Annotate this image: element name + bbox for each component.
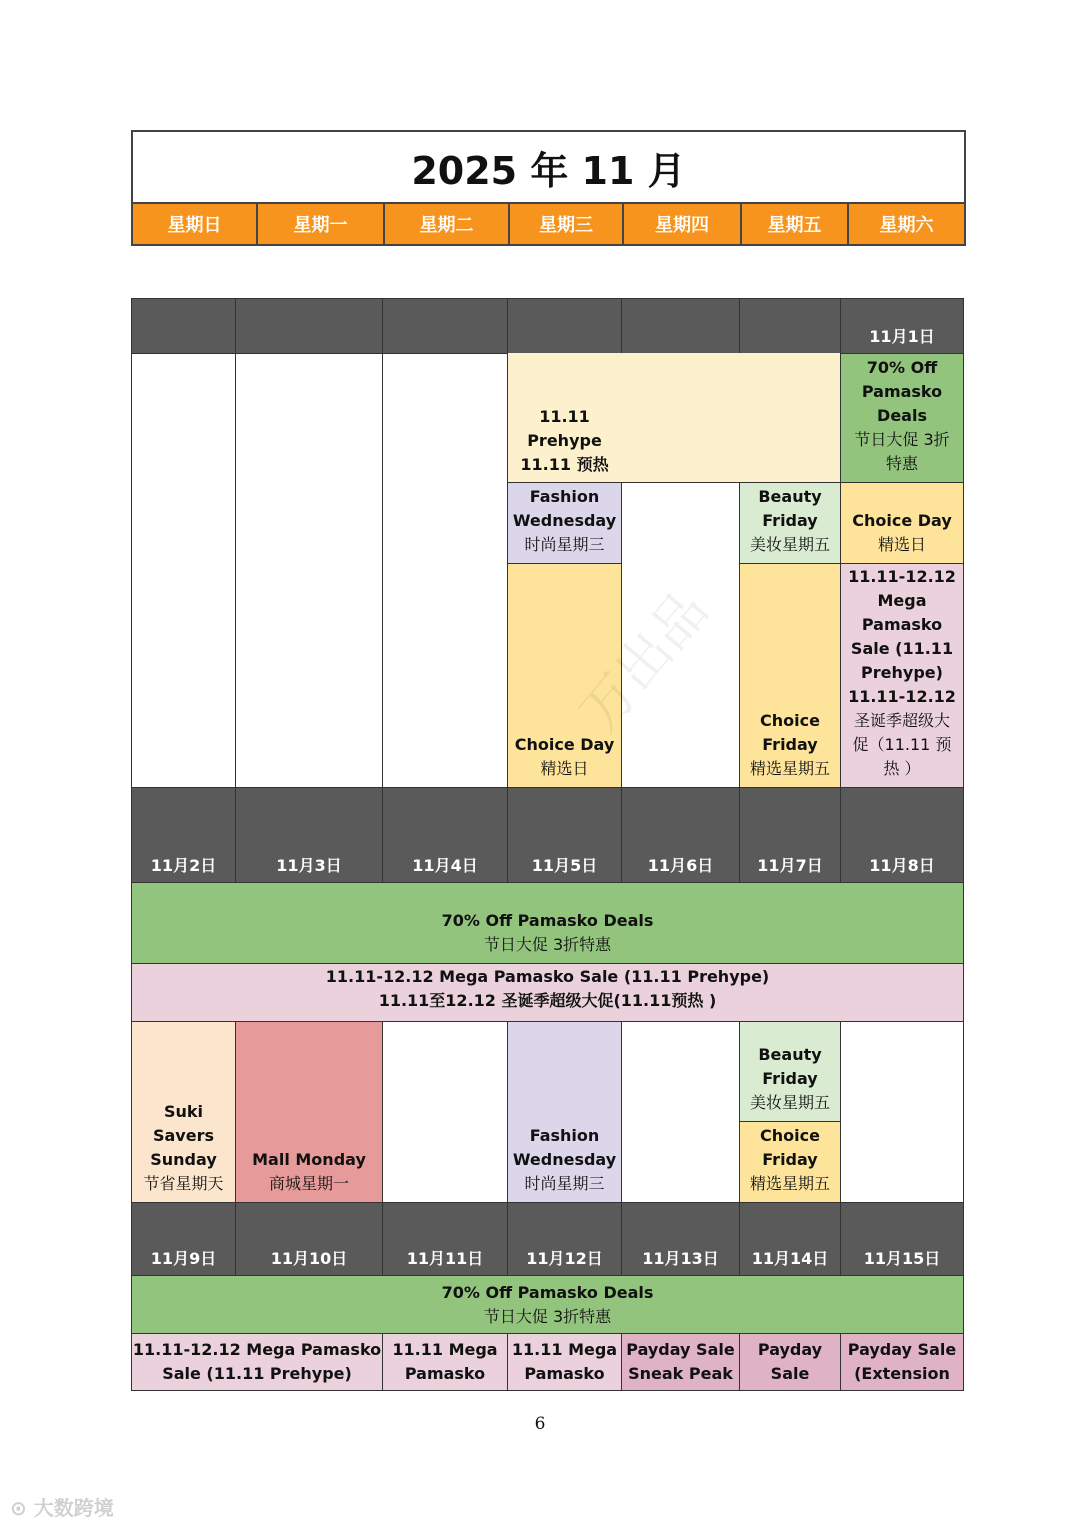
event-label: Sale — [770, 1364, 810, 1383]
event-beauty-friday — [739, 1021, 841, 1122]
date-cell: 11月11日 — [382, 1202, 508, 1276]
event-payday-sale — [739, 1333, 841, 1391]
event-label: 时尚星期三 — [524, 1174, 605, 1193]
event-label: Choice Day — [514, 735, 615, 754]
event-choice-day — [840, 482, 964, 564]
weekday-thu: 星期四 — [622, 202, 742, 246]
event-label: Wednesday — [512, 1150, 617, 1169]
event-label: 美妆星期五 — [749, 1093, 830, 1112]
event-label: 圣诞季超级大 — [853, 711, 950, 730]
empty-day-cell — [382, 1021, 508, 1203]
event-label: 精选日 — [540, 759, 589, 778]
event-label: 11.11-12.12 Mega Pamasko — [132, 1340, 382, 1359]
event-1111-mega-pamasko — [382, 1333, 508, 1391]
date-cell — [739, 298, 841, 354]
month-title: 2025 年 11 月 — [131, 130, 966, 204]
event-label: 11.11 Mega — [511, 1340, 618, 1359]
event-label: 促（11.11 预 — [852, 735, 952, 754]
event-label: 11.11-12.12 — [848, 687, 956, 706]
event-mega-pamasko-sale — [131, 1333, 383, 1391]
date-cell: 11月5日 — [507, 787, 622, 883]
event-mall-monday — [235, 1021, 383, 1203]
date-cell — [235, 298, 383, 354]
event-label: Payday Sale — [847, 1340, 957, 1359]
date-cell: 11月4日 — [382, 787, 508, 883]
weekday-tue: 星期二 — [383, 202, 510, 246]
event-fashion-wednesday — [507, 482, 622, 564]
date-cell: 11月3日 — [235, 787, 383, 883]
event-label: 70% Off Pamasko Deals — [441, 911, 654, 930]
event-beauty-friday — [739, 482, 841, 564]
event-label: Pamasko — [861, 382, 943, 401]
event-prehype-text — [507, 353, 622, 483]
event-label: Prehype — [527, 431, 602, 450]
empty-day-cell — [235, 353, 383, 788]
event-label: Pamasko — [524, 1364, 605, 1383]
event-label: Beauty — [758, 1045, 822, 1064]
logo-icon: ⊙ — [10, 1496, 27, 1520]
page-number: 6 — [534, 1414, 546, 1434]
event-label: Payday — [757, 1340, 823, 1359]
event-1111-mega-pamasko — [507, 1333, 622, 1391]
date-cell: 11月14日 — [739, 1202, 841, 1276]
event-label: 11.11 — [539, 407, 590, 426]
date-cell: 11月12日 — [507, 1202, 622, 1276]
event-label: Sunday — [150, 1150, 217, 1169]
event-label: Friday — [762, 1150, 818, 1169]
event-label: Fashion — [529, 1126, 600, 1145]
event-label: 特惠 — [885, 454, 918, 473]
date-cell: 11月13日 — [621, 1202, 740, 1276]
event-label: 精选日 — [877, 535, 926, 554]
empty-day-cell — [382, 353, 508, 788]
date-cell: 11月10日 — [235, 1202, 383, 1276]
date-cell: 11月2日 — [131, 787, 236, 883]
event-label: 11.11-12.12 Mega Pamasko Sale (11.11 Prehype) — [325, 967, 770, 986]
date-cell: 11月15日 — [840, 1202, 964, 1276]
diagonal-watermark: 万出品 — [567, 578, 721, 744]
event-label: 11.11 Mega — [392, 1340, 498, 1359]
event-label: 节省星期天 — [143, 1174, 224, 1193]
event-label: (Extension — [854, 1364, 950, 1383]
event-label: Choice Day — [852, 511, 952, 530]
weekday-mon: 星期一 — [256, 202, 385, 246]
event-label: Sneak Peak — [628, 1364, 733, 1383]
date-cell — [131, 298, 236, 354]
event-pamasko-deals — [840, 353, 964, 483]
event-fashion-wednesday — [507, 1021, 622, 1203]
event-label: Friday — [762, 511, 818, 530]
date-cell: 11月1日 — [840, 298, 964, 354]
event-label: Payday Sale — [626, 1340, 735, 1359]
event-label: 11.11 预热 — [520, 455, 609, 474]
event-suki-savers-sunday — [131, 1021, 236, 1203]
event-pamasko-deals-banner — [131, 882, 964, 964]
event-label: 11.11-12.12 — [848, 567, 956, 586]
empty-day-cell — [131, 353, 236, 788]
date-cell — [507, 298, 622, 354]
event-label: Choice — [760, 1126, 820, 1145]
weekday-sun: 星期日 — [131, 202, 258, 246]
event-label: 商城星期一 — [268, 1174, 349, 1193]
event-pamasko-deals-banner — [131, 1275, 964, 1334]
event-label: Choice — [760, 711, 820, 730]
weekday-sat: 星期六 — [847, 202, 966, 246]
event-mega-pamasko-banner — [131, 963, 964, 1022]
event-label: 70% Off Pamasko Deals — [441, 1283, 654, 1302]
event-label: Pamasko — [861, 615, 943, 634]
event-label: 热 ） — [883, 759, 921, 778]
event-label: Sale (11.11 — [850, 639, 954, 658]
empty-day-cell — [840, 1021, 964, 1203]
event-label: Deals — [877, 406, 927, 425]
event-label: 节日大促 3折 — [854, 430, 950, 449]
event-label: 时尚星期三 — [524, 535, 605, 554]
event-label: Beauty — [758, 487, 822, 506]
date-cell: 11月6日 — [621, 787, 740, 883]
event-payday-sneak-peak — [621, 1333, 740, 1391]
event-label: 美妆星期五 — [749, 535, 830, 554]
event-label: 精选星期五 — [749, 1174, 830, 1193]
event-label: Friday — [762, 1069, 818, 1088]
event-payday-extension — [840, 1333, 964, 1391]
event-label: Mall Monday — [252, 1150, 366, 1169]
event-choice-friday — [739, 563, 841, 788]
event-label: 精选星期五 — [749, 759, 830, 778]
event-label: 节日大促 3折特惠 — [483, 935, 612, 954]
date-cell — [621, 298, 740, 354]
empty-day-cell — [621, 1021, 740, 1203]
date-cell: 11月7日 — [739, 787, 841, 883]
event-label: 11.11至12.12 圣诞季超级大促(11.11预热 ) — [378, 991, 717, 1010]
weekday-wed: 星期三 — [508, 202, 624, 246]
watermark-logo — [10, 1492, 114, 1521]
date-cell: 11月8日 — [840, 787, 964, 883]
event-label: Prehype) — [861, 663, 943, 682]
event-choice-friday — [739, 1121, 841, 1203]
event-label: Fashion — [529, 487, 600, 506]
event-label: Suki — [163, 1102, 204, 1121]
event-label: Friday — [762, 735, 818, 754]
date-cell — [382, 298, 508, 354]
weekday-fri: 星期五 — [740, 202, 849, 246]
event-label: 70% Off — [866, 358, 938, 377]
event-label: Sale (11.11 Prehype) — [162, 1364, 352, 1383]
event-label: Pamasko — [404, 1364, 486, 1383]
event-mega-pamasko-sale — [840, 563, 964, 788]
event-label: Mega — [877, 591, 927, 610]
event-label: Wednesday — [512, 511, 617, 530]
watermark-text: 大数跨境 — [33, 1496, 114, 1520]
event-label: Savers — [152, 1126, 214, 1145]
date-cell: 11月9日 — [131, 1202, 236, 1276]
event-label: 节日大促 3折特惠 — [483, 1307, 612, 1326]
